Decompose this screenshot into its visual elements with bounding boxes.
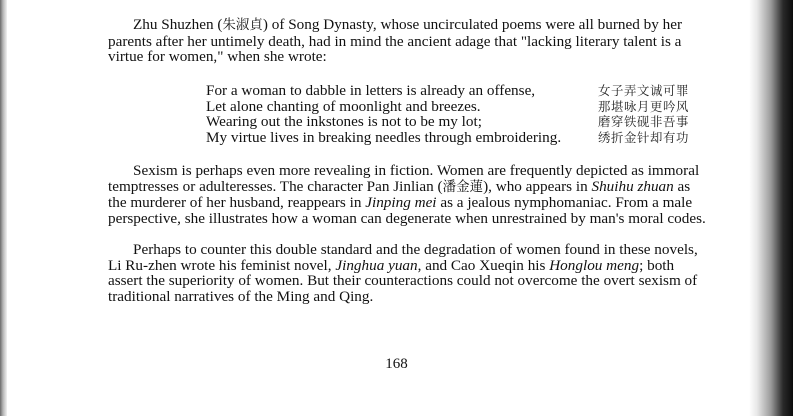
paragraph-sexism-fiction xyxy=(108,163,738,226)
paragraph-line xyxy=(108,258,738,274)
text-run: ) of Song Dynasty, whose uncirculated poems were all burned by her xyxy=(262,16,683,33)
text-run: ), who appears in xyxy=(483,177,592,195)
book-title-jinping-mei: Jinping mei xyxy=(365,194,437,212)
text-run: as xyxy=(673,177,691,195)
paragraph-double-standard xyxy=(108,242,738,304)
poem-line: Let alone chanting of moonlight and breezes. xyxy=(206,97,481,115)
chinese-name-pan-jinlian: 潘金蓮 xyxy=(442,178,484,195)
poem-chinese-line: 绣折金针却有功 xyxy=(598,129,689,145)
scan-right-edge-shadow xyxy=(749,0,793,416)
text-run: temptresses or adulteresses. The character Pan Jinlian ( xyxy=(108,177,443,195)
poem-chinese-line: 女子弄文诚可罪 xyxy=(598,83,689,98)
paragraph-line: traditional narratives of the Ming and Qing. xyxy=(108,287,374,305)
text-run: Li Ru-zhen wrote his feminist novel, xyxy=(108,256,336,274)
paragraph-line: virtue for women," when she wrote: xyxy=(108,48,327,66)
paragraph-line: perspective, she illustrates how a woman can degenerate when unrestrained by man's moral codes. xyxy=(108,209,706,227)
poem-line: My virtue lives in breaking needles through embroidering. xyxy=(206,128,562,146)
book-title-jinghua-yuan: Jinghua yuan xyxy=(335,256,418,274)
poem-chinese-line: 那堪咏月更吟风 xyxy=(598,98,689,114)
book-title-honglou-meng: Honglou meng xyxy=(549,256,640,274)
poem-line: For a woman to dabble in letters is already an offense, xyxy=(206,82,536,99)
poem-line: Wearing out the inkstones is not to be my lot; xyxy=(206,113,482,131)
text-run: the murderer of her husband, reappears in xyxy=(108,194,366,212)
text-run: as a jealous nymphomaniac. From a male xyxy=(436,194,693,212)
poem-chinese xyxy=(598,83,689,145)
paragraph-line: Sexism is perhaps even more revealing in fiction. Women are frequently depicted as immoral xyxy=(133,162,700,179)
chinese-name-zhu-shuzhen: 朱淑貞 xyxy=(222,17,263,33)
paragraph-line: parents after her untimely death, had in mind the ancient adage that "lacking literary talent is a xyxy=(108,32,682,50)
text-run: ; both xyxy=(639,256,675,274)
paragraph-line xyxy=(108,17,738,34)
text-run: Zhu Shuzhen ( xyxy=(133,16,223,33)
scan-left-edge-shadow xyxy=(0,0,7,416)
text-run: , and Cao Xueqin his xyxy=(417,256,550,274)
page-number: 168 xyxy=(385,356,408,372)
paragraph-zhu-shuzhen xyxy=(108,17,738,65)
paragraph-line: Perhaps to counter this double standard and the degradation of women found in these novels, xyxy=(133,241,698,258)
poem-chinese-line: 磨穿铁砚非吾事 xyxy=(598,114,689,130)
paragraph-line xyxy=(108,179,738,196)
poem-english xyxy=(206,83,561,145)
book-title-shuihu-zhuan: Shuihu zhuan xyxy=(591,177,674,195)
paragraph-line: assert the superiority of women. But their counteractions could not overcome the overt sexism of xyxy=(108,272,698,290)
paragraph-line xyxy=(108,195,738,211)
